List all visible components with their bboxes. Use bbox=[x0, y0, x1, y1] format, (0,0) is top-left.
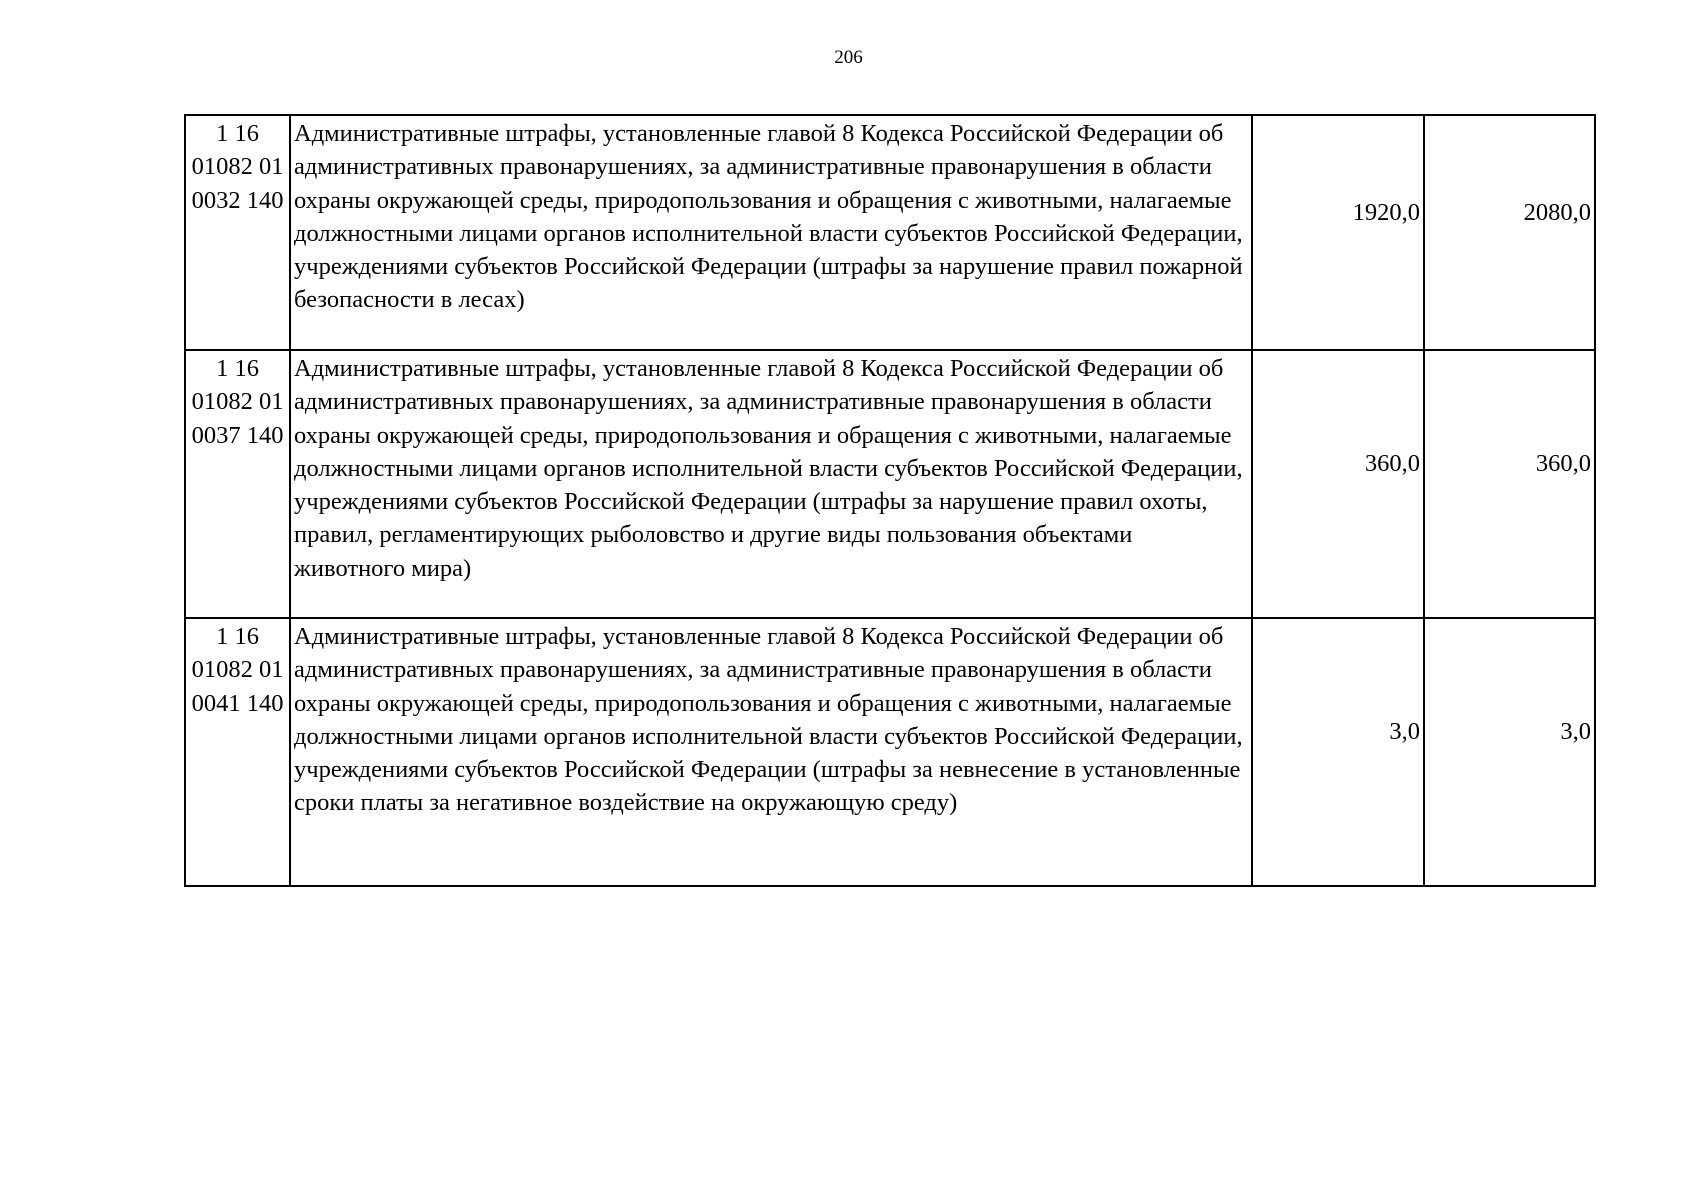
budget-code-line: 0041 140 bbox=[191, 689, 284, 717]
budget-code-line: 1 16 bbox=[216, 120, 259, 147]
budget-code-line: 1 16 bbox=[216, 355, 259, 382]
value-1: 1920,0 bbox=[1352, 198, 1420, 226]
value-1-cell bbox=[1252, 115, 1424, 350]
page-number: 206 bbox=[834, 47, 863, 68]
description-cell: Административные штрафы, установленные главой 8 Кодекса Российской Федерации об административных правонарушениях, за административные правонарушения в области охраны окружающей среды, природопользования и обращения с животными, налагаемые должностными лицами органов исполнительной власти субъектов Российской Федерации, учреждениями субъектов Российской Федерации (штрафы за невнесение в установленные сроки платы за негативное воздействие на окружающую среду) bbox=[290, 618, 1252, 886]
budget-code-cell bbox=[185, 115, 290, 350]
value-1-cell bbox=[1252, 350, 1424, 618]
budget-code-line: 01082 01 bbox=[191, 388, 284, 416]
value-2-cell bbox=[1424, 350, 1595, 618]
budget-code-line: 01082 01 bbox=[191, 656, 284, 684]
value-2: 360,0 bbox=[1535, 450, 1591, 478]
budget-code-line: 0037 140 bbox=[191, 421, 284, 449]
table-row bbox=[185, 115, 1595, 350]
budget-code-line: 01082 01 bbox=[191, 153, 284, 181]
value-2: 2080,0 bbox=[1523, 198, 1591, 226]
value-2: 3,0 bbox=[1560, 718, 1591, 746]
value-1-cell bbox=[1252, 618, 1424, 886]
description-cell: Административные штрафы, установленные главой 8 Кодекса Российской Федерации об административных правонарушениях, за административные правонарушения в области охраны окружающей среды, природопользования и обращения с животными, налагаемые должностными лицами органов исполнительной власти субъектов Российской Федерации, учреждениями субъектов Российской Федерации (штрафы за нарушение правил охоты, правил, регламентирующих рыболовство и другие виды пользования объектами животного мира) bbox=[290, 350, 1252, 618]
value-1: 360,0 bbox=[1364, 450, 1420, 478]
budget-code-line: 0032 140 bbox=[191, 186, 284, 214]
table-row bbox=[185, 618, 1595, 886]
budget-table bbox=[184, 114, 1596, 887]
budget-code-cell bbox=[185, 618, 290, 886]
budget-code-cell bbox=[185, 350, 290, 618]
description-cell: Административные штрафы, установленные главой 8 Кодекса Российской Федерации об административных правонарушениях, за административные правонарушения в области охраны окружающей среды, природопользования и обращения с животными, налагаемые должностными лицами органов исполнительной власти субъектов Российской Федерации, учреждениями субъектов Российской Федерации (штрафы за нарушение правил пожарной безопасности в лесах) bbox=[290, 115, 1252, 350]
value-2-cell bbox=[1424, 115, 1595, 350]
table-row bbox=[185, 350, 1595, 618]
budget-code-line: 1 16 bbox=[216, 623, 259, 650]
value-1: 3,0 bbox=[1389, 718, 1420, 746]
value-2-cell bbox=[1424, 618, 1595, 886]
